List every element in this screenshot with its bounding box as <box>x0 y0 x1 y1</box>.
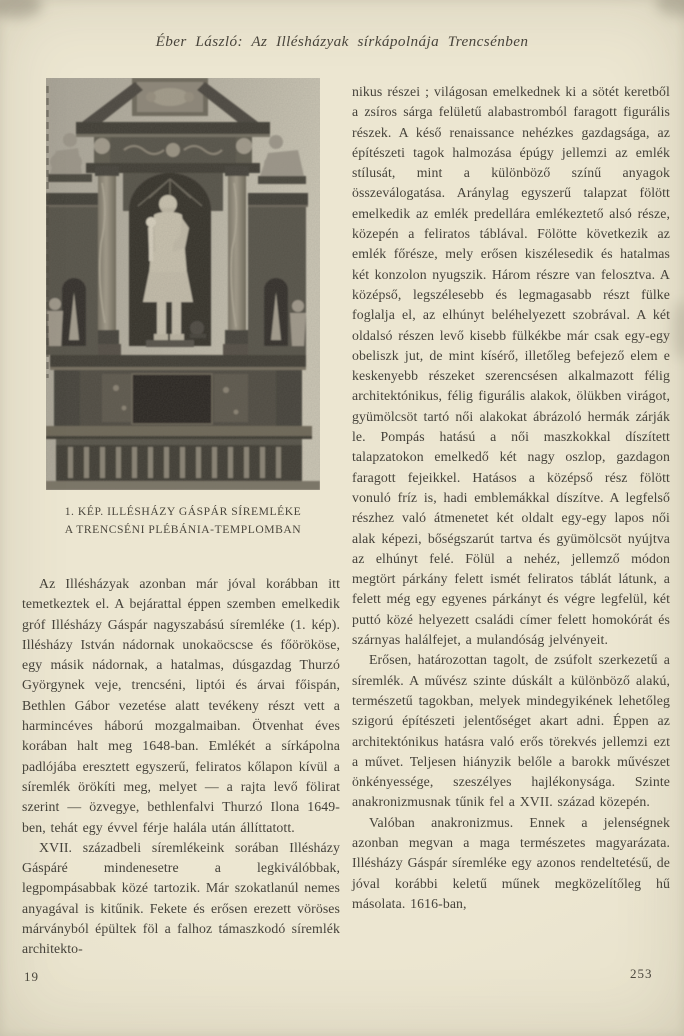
scan-artifact <box>656 0 684 16</box>
right-column <box>352 82 670 914</box>
paragraph: XVII. századbeli síremlékeink sorában Illésházy Gáspáré mindenesetre a legkiválóbbak, legpompásabbak közé tartozik. Már szokatlanúl nemes anyagával is kitűnik. Fekete és erősen erezett vöröses márványból épültek föl a falhoz támaszkodó síremlék architekto- <box>22 839 340 957</box>
figure-1 <box>46 78 320 538</box>
left-column <box>22 78 340 960</box>
tomb-photo <box>46 78 320 490</box>
scan-artifact <box>672 300 684 360</box>
caption-line-2: A TRENCSÉNI PLÉBÁNIA-TEMPLOMBAN <box>64 522 302 536</box>
photo-grain <box>46 78 320 490</box>
scan-artifact <box>0 0 42 18</box>
page-number-left: 19 <box>24 969 39 984</box>
paragraph: Az Illésházyak azonban már jóval korábban itt temetkeztek el. A bejárattal éppen szemben emelkedik gróf Illésházy Gáspár nagyszabású síremléke (1. kép). Illésházy István nádornak unokaöcscse és főörököse, egy másik nádornak, a hatalmas, dúsgazdag Thurzó Györgynek veje, trencséni, liptói és árvai főispán, Bethlen Gábor vezetése alatt tevékeny részt vett a harmincéves háború mozgalmaiban. Ötvenhat éves korában halt meg 1648-ban. Emlékét a sírkápolna padlójába eresztett egyszerű, feliratos kőlapon kívül a síremlék örökíti meg, melyet — a rajta levő fölirat szerint — özvegye, bethlenfalvi Thurzó Ilona 1649-ben, tehát egy évvel férje halála után állíttatott. <box>22 576 340 835</box>
page-number-right: 253 <box>630 966 653 981</box>
paragraph: Erősen, határozottan tagolt, de zsúfolt szerkezetű a síremlék. A művész szinte dúskált a különböző alakú, természetű tagokban, melyek mindegyikének lehetőleg szigorú építészeti jelentőséget akart adni. Éppen az architektónikus hatásra való erős törekvés jellemzi ezt a művet. Teljesen hiányzik belőle a barokk művészet önkényessége, szeszélyes hajlékonysága. Szinte anakronizmusnak tűnik fel a XVII. század közepén. <box>352 652 670 810</box>
left-column-text <box>22 574 340 960</box>
paragraph: nikus részei ; világosan emelkednek ki a sötét keretből a zsíros sárga felületű alabastromból faragott figurális részek. A késő renaissance nehézkes gazdagsága, az építészeti tagok halmozása épúgy jellemzi az emlék stílusát, mint a különböző színű anyagok összeválogatása. Aránylag egyszerű talapzat fölött emelkedik az emlék predellára emlékeztető alsó része, közepén a feliratos táblával. Fölötte következik az emlék főrésze, mely erősen kiszélesedik és hatalmas két konzolon nyugszik. Három részre van felosztva. A középső, legszélesebb és legmagasabb részt fülke foglalja el, az elhúnyt beléhelyezett szobrával. A két oldalsó részen levő kisebb fülkékbe már csak egy-egy obeliszk jut, de mint kísérő, illetőleg befejező elem e keskenyebb részeket szerencsésen alkalmazott félig architektónikus, félig figurális alakok, ölükben virágot, gyümölcsöt tartó női alakokat ábrázoló hermák zárják le. Pompás hatású a női maszkokkal díszített talapzatokon emelkedő két nagy oszlop, gazdagon faragott fejeikkel. Hatásos a középső rész fölött vonuló fríz is, hadi emblemákkal díszítve. A legfelső részhez való átmenetet két oldalt egy-egy lapos női alak képezi, bőségszarút tartva és gyümölcsöt nyújtva az elhúnyt felé. Fölül a nehéz, jellemző módon megtört párkány felett ismét feliratos táblát látunk, a felett még egy egyenes párkányt és végre legfelül, két puttó közé helyezett családi címer felett homokórát és szárnyas halálfejet, a mulandóság jelvényeit. <box>352 84 670 648</box>
caption-line-1: 1. KÉP. ILLÉSHÁZY GÁSPÁR SÍREMLÉKE <box>64 505 302 518</box>
tomb-photo-svg <box>46 78 320 490</box>
paragraph: Valóban anakronizmus. Ennek a jelenségnek azonban megvan a maga természetes magyarázata. Illésházy Gáspár síremléke egy azonos rendeltetésű, de jóval korábbi keletű műnek megközelítőleg hű másolata. 1616-ban, <box>352 814 670 911</box>
running-header: Éber László: Az Illésházyak sírkápolnája Trencsénben <box>155 33 529 50</box>
right-column-text <box>352 82 670 914</box>
figure-caption <box>46 503 320 538</box>
